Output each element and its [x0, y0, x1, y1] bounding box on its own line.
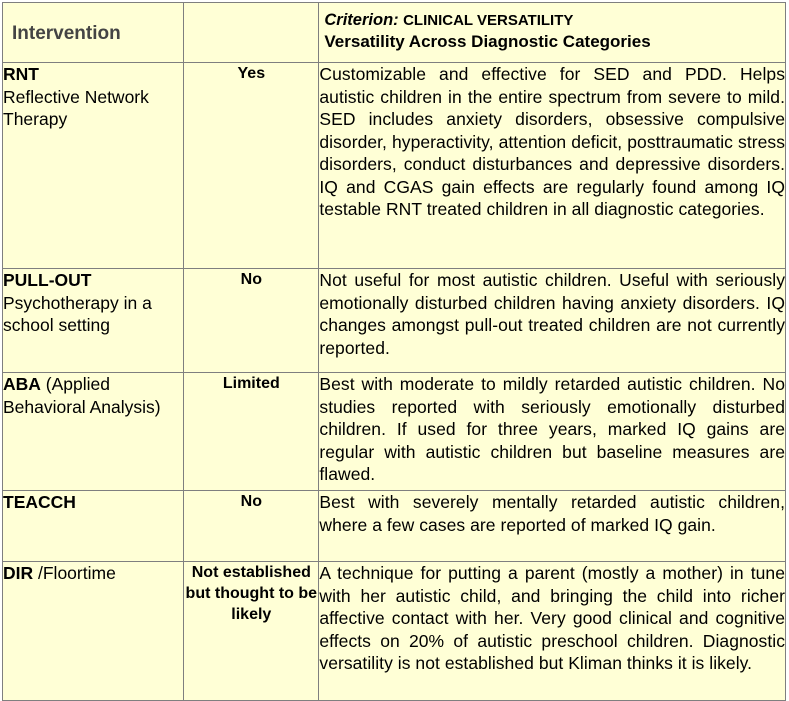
- versatility-value: Yes: [184, 63, 319, 269]
- value-header-cell: [184, 3, 319, 63]
- criterion-value: CLINICAL VERSATILITY: [403, 12, 574, 29]
- versatility-value: No: [184, 491, 319, 562]
- intervention-detail: Reflective Network Therapy: [3, 86, 149, 129]
- description: Not useful for most autistic children. Useful with seriously emotionally disturbed children having anxiety disorders. IQ changes amongst pull-out treated children are not currently reported.: [319, 269, 786, 373]
- description: Best with severely mentally retarded autistic children, where a few cases are reported of marked IQ gain.: [319, 491, 786, 562]
- intervention-name: RNT: [3, 64, 39, 84]
- intervention-header: Intervention: [12, 23, 121, 44]
- intervention-cell: [3, 63, 184, 269]
- description: Customizable and effective for SED and PDD. Helps autistic children in the entire spectrum from severe to mild. SED includes anxiety disorders, obsessive compulsive disorder, hyperactivity, attention deficit, posttraumatic stress disorders, conduct disturbances and depressive disorders. IQ and CGAS gain effects are regularly found among IQ testable RNT treated children in all diagnostic categories.: [319, 63, 786, 269]
- intervention-detail: Psychotherapy in a school setting: [3, 292, 152, 335]
- intervention-detail: /Floortime: [33, 563, 116, 583]
- intervention-name: TEACCH: [3, 492, 76, 512]
- criterion-label: Criterion:: [324, 11, 399, 29]
- table-row: [3, 562, 786, 701]
- description: A technique for putting a parent (mostly a mother) in tune with her autistic child, and bringing the child into richer affective contact with her. Very good clinical and cognitive effects on 20% of autistic preschool children. Diagnostic versatility is not established but Kliman thinks it is likely.: [319, 562, 786, 701]
- intervention-name: PULL-OUT: [3, 270, 92, 290]
- intervention-name: DIR: [3, 563, 34, 583]
- header-row: [3, 3, 786, 63]
- versatility-value: Not established but thought to be likely: [184, 562, 319, 701]
- criterion-header-cell: [319, 3, 786, 63]
- intervention-detail: (Applied Behavioral Analysis): [3, 374, 161, 417]
- versatility-table: [2, 2, 786, 701]
- table-row: [3, 491, 786, 562]
- table-row: [3, 63, 786, 269]
- description: Best with moderate to mildly retarded autistic children. No studies reported with seriously emotionally disturbed children. If used for three years, marked IQ gains are regular with autistic children but baseline measures are flawed.: [319, 373, 786, 491]
- criterion-subtitle: Versatility Across Diagnostic Categories: [324, 32, 651, 51]
- intervention-name: ABA: [3, 374, 41, 394]
- table-row: [3, 269, 786, 373]
- criterion-header: [319, 3, 785, 52]
- intervention-cell: [3, 373, 184, 491]
- versatility-value: No: [184, 269, 319, 373]
- versatility-value: Limited: [184, 373, 319, 491]
- intervention-cell: [3, 269, 184, 373]
- intervention-header-cell: [3, 3, 184, 63]
- intervention-cell: [3, 562, 184, 701]
- table-row: [3, 373, 786, 491]
- intervention-cell: [3, 491, 184, 562]
